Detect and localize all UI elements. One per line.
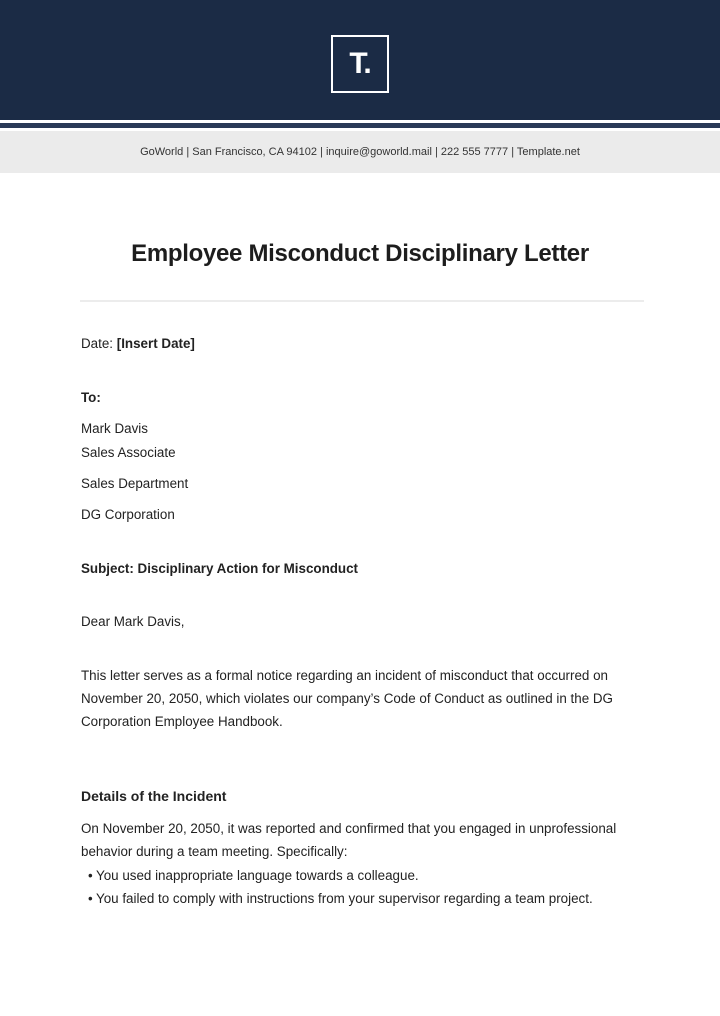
logo-text: T.	[349, 47, 371, 80]
incident-bullet-list	[88, 864, 593, 910]
details-line: behavior during a team meeting. Specifically:	[81, 844, 348, 859]
intro-paragraph	[81, 664, 651, 733]
details-paragraph	[81, 817, 651, 863]
bullet-icon: •	[88, 891, 93, 906]
list-item	[88, 887, 593, 910]
subject-line: Subject: Disciplinary Action for Misconduct	[81, 561, 359, 576]
recipient-company: DG Corporation	[81, 507, 175, 522]
bullet-icon: •	[88, 868, 93, 883]
intro-line: Corporation Employee Handbook.	[81, 714, 283, 729]
details-line: On November 20, 2050, it was reported and confirmed that you engaged in unprofessional	[81, 821, 617, 836]
date-value: [Insert Date]	[116, 336, 195, 351]
details-heading: Details of the Incident	[81, 788, 227, 804]
company-logo	[331, 35, 389, 93]
bullet-text: You failed to comply with instructions from your supervisor regarding a team project.	[96, 891, 593, 906]
recipient-name: Mark Davis	[81, 421, 148, 436]
document-title: Employee Misconduct Disciplinary Letter	[131, 240, 589, 267]
intro-line: November 20, 2050, which violates our company’s Code of Conduct as outlined in the DG	[81, 691, 613, 706]
to-label: To:	[81, 390, 101, 405]
recipient-position: Sales Associate	[81, 445, 176, 460]
header-band	[0, 0, 720, 120]
intro-line: This letter serves as a formal notice regarding an incident of misconduct that occurred on	[81, 668, 608, 683]
salutation: Dear Mark Davis,	[81, 614, 185, 629]
date-line	[81, 336, 195, 351]
contact-band	[0, 131, 720, 173]
bullet-text: You used inappropriate language towards a colleague.	[96, 868, 419, 883]
list-item	[88, 864, 593, 887]
recipient-department: Sales Department	[81, 476, 189, 491]
contact-info: GoWorld | San Francisco, CA 94102 | inquire@goworld.mail | 222 555 7777 | Template.net	[140, 146, 580, 158]
date-label: Date:	[81, 336, 114, 351]
title-divider	[80, 300, 644, 302]
